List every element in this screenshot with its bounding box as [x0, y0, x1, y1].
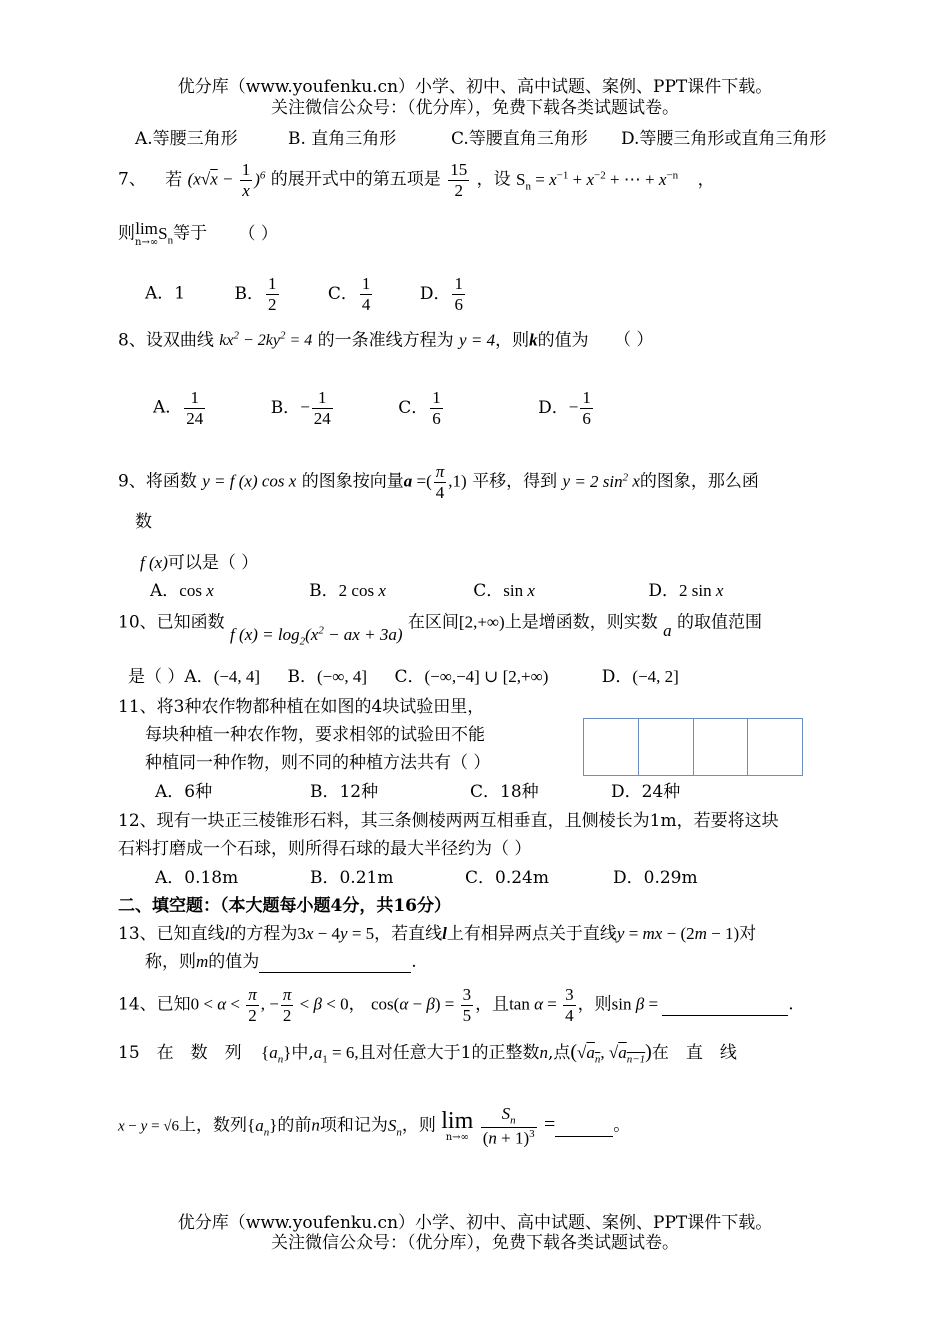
q12-option-b: B．0.21m — [310, 868, 394, 888]
q8-paren: （ ） — [613, 330, 654, 351]
q9-options: A．cos x B．2 cos x C．sin x D．2 sin x — [150, 581, 724, 601]
q15-line2-c: 项和记为 — [319, 1115, 388, 1136]
q15-limit-word: lim — [441, 1108, 474, 1135]
q7-frac-1-over-x: $\frac{1}{x}$ — [241, 160, 251, 200]
section-2-title: 二、填空题：（本大题每小题4分，共16分） — [118, 896, 451, 916]
q6-option-c: C.等腰直角三角形 — [451, 129, 588, 149]
q11-option-c: C．18种 — [470, 782, 539, 802]
q13-line-2: 称，则m的值为 . — [145, 952, 417, 972]
q8-option-b: B． — [270, 397, 301, 418]
q7-option-b: B． — [234, 283, 264, 304]
q7-line2-a: 则 — [118, 223, 135, 244]
footer-line-2: 关注微信公众号：（优分库），免费下载各类试题试卷。 — [271, 1233, 679, 1253]
q7-limit-sub: n→∞ — [135, 237, 159, 248]
q7-limit: lim n→∞ — [135, 219, 159, 248]
q7-text-2: 的展开式中的第五项是 — [270, 169, 441, 190]
q7-text-1: 若 — [165, 169, 183, 190]
q8-text-2: ，则 — [495, 330, 530, 351]
q7-option-a: A．1 — [145, 283, 186, 304]
q7-text-3: ，设 — [476, 169, 511, 190]
q12-option-d: D．0.29m — [613, 868, 698, 888]
q11-line-3: 种植同一种作物，则不同的种植方法共有（ ） — [145, 753, 491, 773]
q8-options: A． $\frac{1}{24}$ B．− $\frac{1}{24}$ C． $\frac{1}{6}$ D．− $\frac{1}{6}$ — [153, 388, 591, 428]
q14-answer-blank[interactable] — [662, 995, 788, 1016]
q15-number: 15 在 数 列 — [118, 1043, 242, 1063]
q13-line2-b: 的值为 — [208, 952, 260, 972]
q13-answer-blank[interactable] — [259, 952, 411, 973]
q7-frac-15-2: $\frac{15}{2}$ — [450, 160, 468, 200]
q8-option-d: D． — [538, 397, 569, 418]
q15-limit — [441, 1109, 473, 1143]
q9-option-b: B． — [309, 581, 339, 601]
q13-end: . — [411, 952, 417, 972]
q12-line-1: 12、现有一块正三棱锥形石料，其三条侧棱两两互相垂直，且侧棱长为1m，若要将这块 — [118, 811, 779, 831]
q8-text-1: 的一条准线方程为 — [317, 330, 454, 351]
q7-option-d: D． — [419, 283, 451, 304]
q15-limit-sub: n→∞ — [445, 1132, 469, 1144]
q9-option-c: C． — [473, 581, 504, 601]
q6-option-d: D.等腰三角形或直角三角形 — [621, 129, 827, 149]
q9-text-1: 的图象按向量 — [301, 471, 404, 492]
q7-option-c: C． — [327, 283, 358, 304]
q8-text-3: 的值为 — [537, 330, 589, 351]
q13-text-1: 的方程为 — [229, 924, 298, 944]
q10-line2-text: 是（ ）A． — [128, 667, 214, 687]
q15-end: 。 — [613, 1115, 631, 1136]
q15-line2-a: 上，数列 — [179, 1115, 248, 1136]
q10-text-1: 在区间 — [407, 612, 459, 633]
q8-option-c: C． — [398, 397, 429, 418]
q6-option-b: B. 直角三角形 — [288, 129, 397, 149]
q13-text-3: 上有相异两点关于直线 — [446, 924, 617, 944]
q8-number: 8、设双曲线 — [118, 330, 214, 351]
q13-text-4: 对 — [739, 924, 757, 944]
q14-end: . — [788, 994, 794, 1015]
q14-line: 14、已知0 < α < $\frac{\pi}{2}$ , − $\frac{\pi}{2}$ < β < 0， cos(α − β) = $\frac{3}{5}$ ，且tan α = $\frac{3}{4}$ ，则sin β = . — [118, 985, 794, 1025]
q7-line2-b: 等于 — [173, 223, 208, 244]
q15-text-1: 中, — [291, 1043, 314, 1063]
q9-number: 9、将函数 — [118, 471, 197, 492]
q9-option-a: A． — [150, 581, 180, 601]
q7-text-4: ， — [697, 169, 715, 190]
q10-line-1: 10、已知函数 f $(x) = \log_2(x^2$ − ax + 3a) 在区间[2,+∞)上是增函数，则实数 a 的取值范围 — [118, 612, 763, 648]
q15-text-2: 且对任意大于1的正整数 — [358, 1043, 540, 1063]
q14-text-2: ，且 — [475, 994, 510, 1015]
q15-line-2: x − y = √6上，数列$\{a_n\}$的前n项和记为$S_n$，则 lim n→∞ $\frac{S_n}{(n + 1)^3}$ = 。 — [118, 1104, 631, 1148]
q10-line-2: 是（ ）A．(−4, 4] B．(−∞, 4] C．(−∞,−4] ∪ [2,+∞) D．(−4, 2] — [128, 667, 679, 687]
q14-text-3: ，则 — [577, 994, 612, 1015]
q9-option-d: D． — [648, 581, 679, 601]
q9-text-2: 平移，得到 — [472, 471, 558, 492]
q10-text-2: 上是增函数，则实数 — [504, 612, 658, 633]
q10-number: 10、已知函数 — [118, 612, 225, 633]
q7-line-2: 则lim n→∞ $S_n$等于 （ ） — [118, 219, 278, 248]
q9-text-3: 的图象，那么函 — [639, 471, 759, 492]
q15-text-3: ,点 — [547, 1043, 571, 1063]
q9-line-3: f (x)可以是（ ） — [140, 553, 259, 573]
q12-option-c: C．0.24m — [465, 868, 549, 888]
q10-option-c: C． — [394, 667, 425, 687]
q15-line2-d: ，则 — [401, 1115, 436, 1136]
q12-option-a: A．0.18m — [155, 868, 239, 888]
field-plot-1 — [584, 719, 639, 775]
q11-option-a: A．6种 — [155, 782, 213, 802]
q11-line-2: 每块种植一种农作物，要求相邻的试验田不能 — [145, 725, 485, 745]
q15-line2-b: 的前 — [277, 1115, 312, 1136]
q14-number: 14、已知 — [118, 994, 191, 1015]
q13-number: 13、已知直线 — [118, 924, 225, 944]
q9-text-4: 可以是（ ） — [167, 553, 259, 573]
q11-field-diagram — [583, 718, 803, 776]
q11-option-d: D．24种 — [611, 782, 681, 802]
q14-text-1: ， — [348, 994, 366, 1015]
q10-option-d: D． — [601, 667, 633, 687]
q15-answer-blank[interactable] — [555, 1116, 613, 1137]
q13-line2-a: 称，则 — [145, 952, 196, 972]
q13-line-1: 13、已知直线l的方程为3x − 4y = 5，若直线l上有相异两点关于直线y = mx − (2m − 1)对 — [118, 924, 757, 944]
q6-option-a: A.等腰三角形 — [135, 129, 238, 149]
q15-text-4: 在 直 线 — [651, 1043, 737, 1063]
q7-options: A．1 B． $\frac{1}{2}$ C． $\frac{1}{4}$ D． $\frac{1}{6}$ — [145, 274, 463, 314]
q15-line-1: 15 在 数 列 $\{a_n\}$中$,a_1 = 6$,且对任意大于1的正整数n,点($√a_n$, $√a_{n-1}$)在 直 线 — [118, 1041, 737, 1066]
header-line-2: 关注微信公众号：（优分库），免费下载各类试题试卷。 — [271, 98, 679, 118]
q13-text-2: ，若直线 — [374, 924, 443, 944]
q8-option-a: A． — [153, 397, 183, 418]
q9-line-2: 数 — [135, 512, 152, 532]
q7-paren: （ ） — [238, 223, 278, 244]
q12-line-2: 石料打磨成一个石球，则所得石球的最大半径约为（ ） — [118, 839, 532, 859]
q11-option-b: B．12种 — [310, 782, 379, 802]
q9-line-1: 9、将函数 y = f (x) cos x 的图象按向量a =( $\frac{\pi}{4}$ ,1) 平移，得到 y = 2 $\sin^2 x$的图象，那么函 — [118, 462, 759, 502]
q10-option-b: B． — [287, 667, 318, 687]
q10-text-3: 的取值范围 — [677, 612, 763, 633]
field-plot-3 — [694, 719, 749, 775]
field-plot-4 — [748, 719, 802, 775]
q11-line-1: 11、将3种农作物都种植在如图的4块试验田里， — [118, 697, 485, 717]
header-line-1: 优分库（www.youfenku.cn）小学、初中、高中试题、案例、PPT课件下载。 — [177, 77, 773, 97]
q7-number: 7、 — [118, 169, 146, 190]
footer-line-1: 优分库（www.youfenku.cn）小学、初中、高中试题、案例、PPT课件下载。 — [177, 1213, 773, 1233]
q7-line-1: 7、 若 (x√x − $\frac{1}{x}$ )$^6$ 的展开式中的第五项是 $\frac{15}{2}$ ，设 $S_n = x^{-1} + x^{-2}$ + ⋯ + $x^{-n}$ ， — [118, 160, 715, 200]
q8-line-1: 8、设双曲线 $kx^2 - 2ky^2 = 4$ 的一条准线方程为 y = 4，则k的值为 （ ） — [118, 330, 654, 351]
field-plot-2 — [639, 719, 694, 775]
